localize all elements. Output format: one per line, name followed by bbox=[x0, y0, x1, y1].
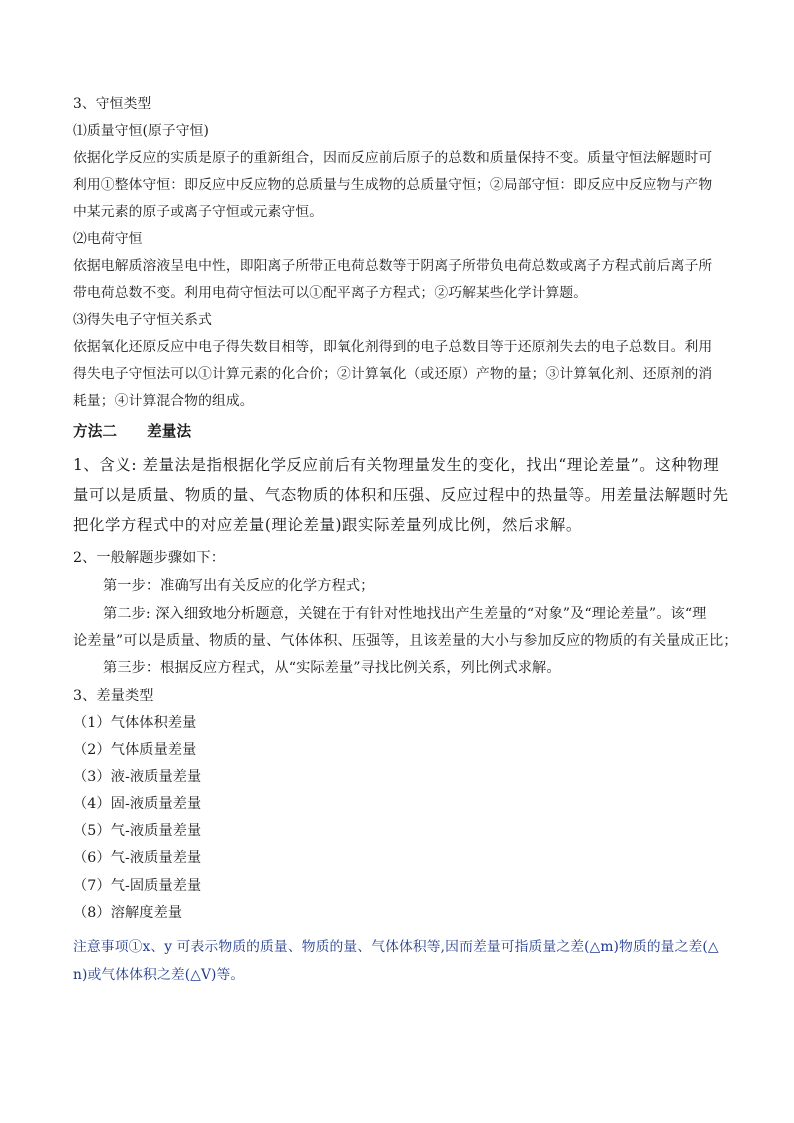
section3-title: 3、守恒类型 bbox=[73, 96, 152, 112]
electron-conservation-line-2: 得失电子守恒法可以①计算元素的化合价；②计算氧化（或还原）产物的量；③计算氧化剂、还原剂的消 bbox=[73, 366, 713, 382]
types-title: 3、差量类型 bbox=[73, 688, 154, 704]
mass-conservation-line-1: 依据化学反应的实质是原子的重新组合，因而反应前后原子的总数和质量保持不变。质量守恒法解题时可 bbox=[73, 150, 713, 166]
method2-name: 差量法 bbox=[147, 423, 192, 440]
charge-conservation-line-1: 依据电解质溶液呈电中性，即阳离子所带正电荷总数等于阴离子所带负电荷总数或离子方程式前后离子所 bbox=[73, 258, 713, 274]
meaning-line-3: 把化学方程式中的对应差量(理论差量)跟实际差量列成比例，然后求解。 bbox=[73, 516, 582, 534]
type-item-6: （6）气-液质量差量 bbox=[73, 850, 202, 866]
charge-conservation-title: ⑵电荷守恒 bbox=[73, 231, 143, 247]
charge-conservation-line-2: 带电荷总数不变。利用电荷守恒法可以①配平离子方程式；②巧解某些化学计算题。 bbox=[73, 285, 588, 301]
electron-conservation-line-1: 依据氧化还原反应中电子得失数目相等，即氧化剂得到的电子总数目等于还原剂失去的电子总数目。利用 bbox=[73, 339, 713, 355]
electron-conservation-line-3: 耗量；④计算混合物的组成。 bbox=[73, 393, 254, 409]
electron-conservation-title: ⑶得失电子守恒关系式 bbox=[73, 312, 212, 328]
step-2-line-1: 第二步: 深入细致地分析题意，关键在于有针对性地找出产生差量的“对象”及“理论差量”。该“理 bbox=[103, 606, 707, 622]
method2-label: 方法二 bbox=[73, 423, 118, 440]
step-1: 第一步：准确写出有关反应的化学方程式； bbox=[103, 578, 375, 594]
type-item-5: （5）气-液质量差量 bbox=[73, 823, 202, 839]
meaning-line-2: 量可以是质量、物质的量、气态物质的体积和压强、反应过程中的热量等。用差量法解题时先 bbox=[73, 486, 729, 504]
step-3: 第三步：根据反应方程式，从“实际差量”寻找比例关系，列比例式求解。 bbox=[103, 660, 561, 676]
step-2-line-2: 论差量”可以是质量、物质的量、气体体积、压强等，且该差量的大小与参加反应的物质的有关量成正比； bbox=[73, 633, 738, 649]
type-item-3: （3）液-液质量差量 bbox=[73, 769, 202, 785]
type-item-2: （2）气体质量差量 bbox=[73, 742, 197, 758]
type-item-4: （4）固-液质量差量 bbox=[73, 796, 202, 812]
method2-heading bbox=[73, 423, 191, 441]
steps-title: 2、一般解题步骤如下： bbox=[73, 550, 226, 566]
type-item-8: （8）溶解度差量 bbox=[73, 905, 183, 921]
type-item-1: （1）气体体积差量 bbox=[73, 715, 197, 731]
type-item-7: （7）气-固质量差量 bbox=[73, 878, 202, 894]
mass-conservation-title: ⑴质量守恒(原子守恒) bbox=[73, 123, 210, 139]
note-line-1: 注意事项①x、y 可表示物质的质量、物质的量、气体体积等,因而差量可指质量之差(△m)物质的量之差(△ bbox=[73, 939, 719, 955]
mass-conservation-line-3: 中某元素的原子或离子守恒或元素守恒。 bbox=[73, 204, 324, 220]
mass-conservation-line-2: 利用①整体守恒：即反应中反应物的总质量与生成物的总质量守恒；②局部守恒：即反应中反应物与产物 bbox=[73, 177, 713, 193]
note-line-2: n)或气体体积之差(△V)等。 bbox=[73, 967, 245, 983]
meaning-line-1: 1、含义: 差量法是指根据化学反应前后有关物理量发生的变化，找出“理论差量”。这种物理 bbox=[73, 456, 720, 474]
